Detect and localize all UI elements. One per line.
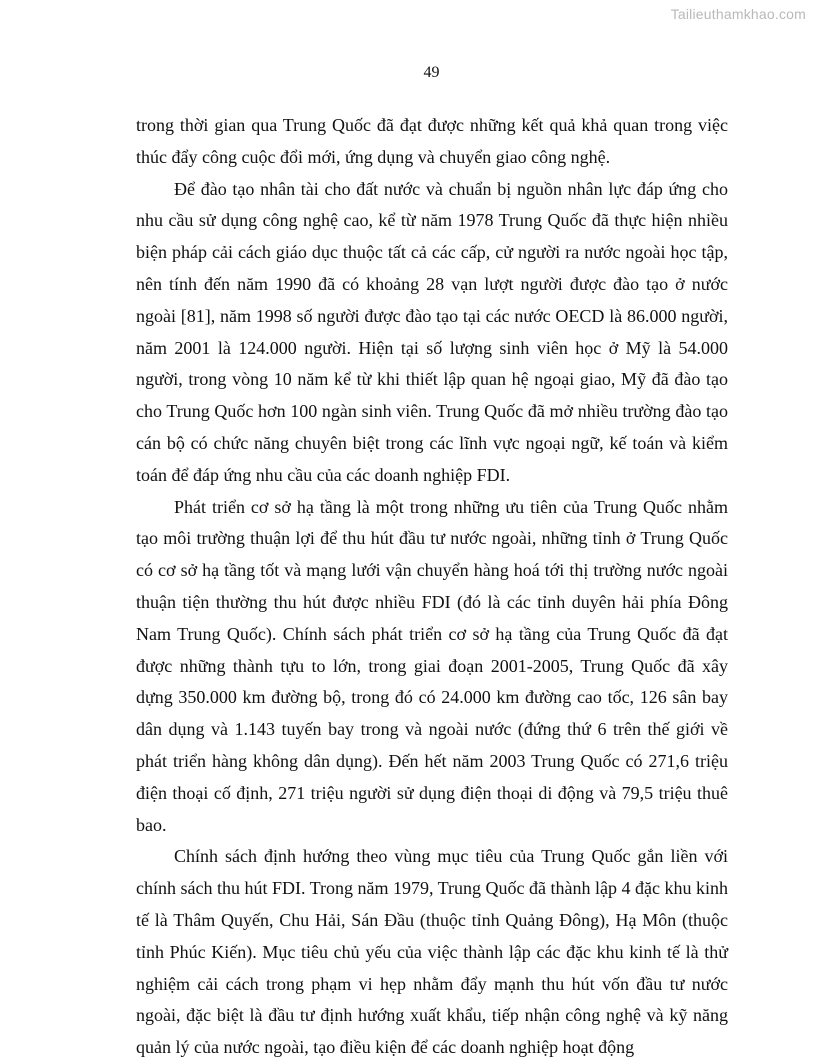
paragraph-regional-policy: Chính sách định hướng theo vùng mục tiêu của Trung Quốc gắn liền với chính sách thu hút FDI. Trong năm 1979, Trung Quốc đã thành lập 4 đặc khu kinh tế là Thâm Quyến, Chu Hải, Sán Đầu (thuộc tỉnh Quảng Đông), Hạ Môn (thuộc tỉnh Phúc Kiến). Mục tiêu chủ yếu của việc thành lập các đặc khu kinh tế là thử nghiệm cải cách trong phạm vi hẹp nhằm đẩy mạnh thu hút vốn đầu tư nước ngoài, đặc biệt là đầu tư định hướng xuất khẩu, tiếp nhận công nghệ và kỹ năng quản lý của nước ngoài, tạo điều kiện để các doanh nghiệp hoạt động (136, 846, 728, 1058)
document-body (136, 110, 728, 1064)
paragraph-infrastructure: Phát triển cơ sở hạ tầng là một trong những ưu tiên của Trung Quốc nhằm tạo môi trường thuận lợi để thu hút đầu tư nước ngoài, những tỉnh ở Trung Quốc có cơ sở hạ tầng tốt và mạng lưới vận chuyển hàng hoá tới thị trường nước ngoài thuận tiện thường thu hút được nhiều FDI (đó là các tỉnh duyên hải phía Đông Nam Trung Quốc). Chính sách phát triển cơ sở hạ tầng của Trung Quốc đã đạt được những thành tựu to lớn, trong giai đoạn 2001-2005, Trung Quốc đã xây dựng 350.000 km đường bộ, trong đó có 24.000 km đường cao tốc, 126 sân bay dân dụng và 1.143 tuyến bay trong và ngoài nước (đứng thứ 6 trên thế giới về phát triển hàng không dân dụng). Đến hết năm 2003 Trung Quốc có 271,6 triệu điện thoại cố định, 271 triệu người sử dụng điện thoại di động và 79,5 triệu thuê bao. (136, 496, 728, 835)
page-number: 49 (423, 64, 440, 81)
watermark-text: Tailieuthamkhao.com (670, 6, 806, 22)
paragraph-training: Để đào tạo nhân tài cho đất nước và chuẩn bị nguồn nhân lực đáp ứng cho nhu cầu sử dụng công nghệ cao, kể từ năm 1978 Trung Quốc đã thực hiện nhiều biện pháp cải cách giáo dục thuộc tất cả các cấp, cử người ra nước ngoài học tập, nên tính đến năm 1990 đã có khoảng 28 vạn lượt người được đào tạo ở nước ngoài [81], năm 1998 số người được đào tạo tại các nước OECD là 86.000 người, năm 2001 là 124.000 người. Hiện tại số lượng sinh viên học ở Mỹ là 54.000 người, trong vòng 10 năm kể từ khi thiết lập quan hệ ngoại giao, Mỹ đã đào tạo cho Trung Quốc hơn 100 ngàn sinh viên. Trung Quốc đã mở nhiều trường đào tạo cán bộ có chức năng chuyên biệt trong các lĩnh vực ngoại ngữ, kế toán và kiểm toán để đáp ứng nhu cầu của các doanh nghiệp FDI. (136, 178, 728, 485)
paragraph-continuation: trong thời gian qua Trung Quốc đã đạt được những kết quả khả quan trong việc thúc đẩy công cuộc đổi mới, ứng dụng và chuyển giao công nghệ. (136, 115, 728, 167)
